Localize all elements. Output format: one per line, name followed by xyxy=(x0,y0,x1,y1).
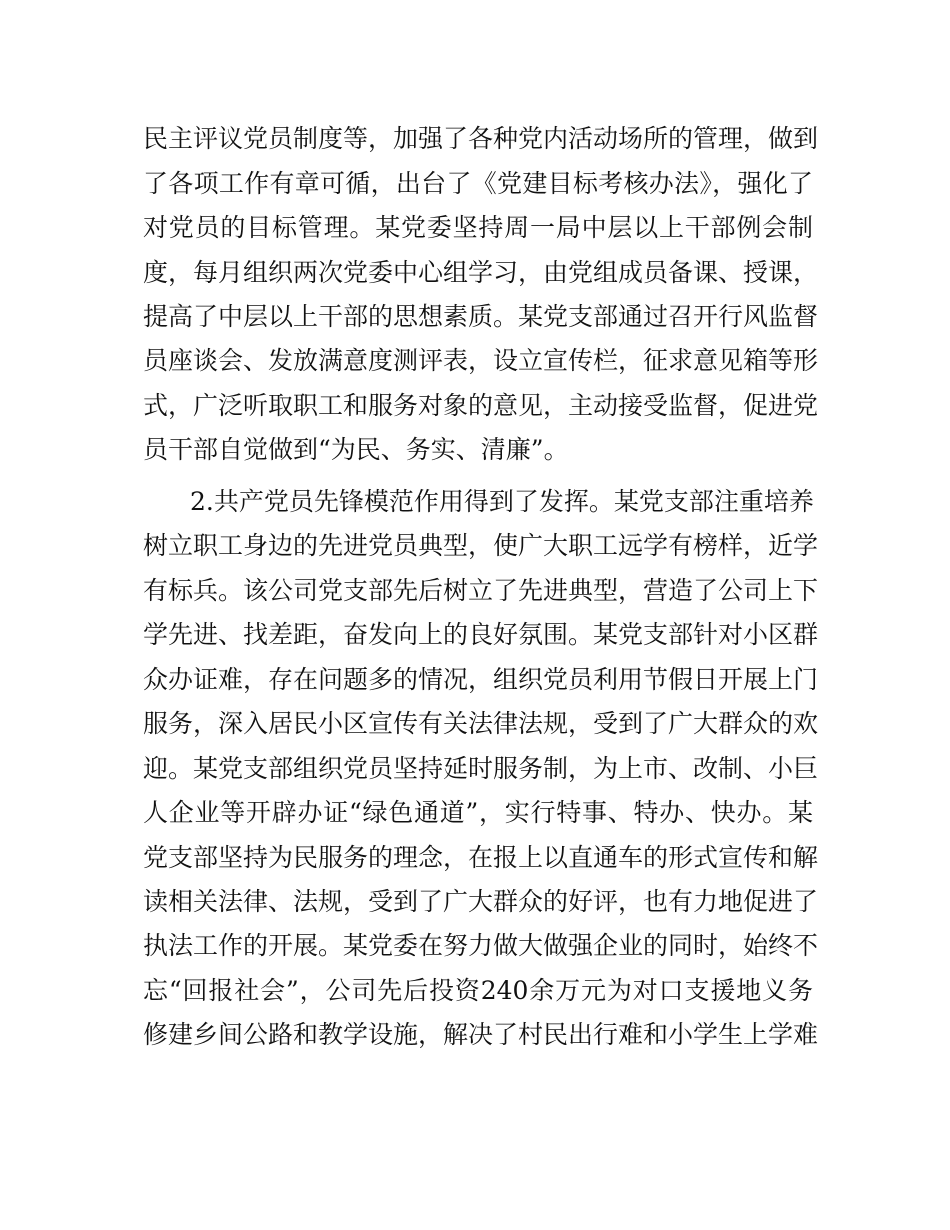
paragraph-2-line-9: 党支部坚持为民服务的理念，在报上以直通车的形式宣传和解 xyxy=(143,843,819,872)
paragraph-1-line-4: 度，每月组织两次党委中心组学习，由党组成员备课、授课， xyxy=(143,258,819,287)
paragraph-2-line-3: 有标兵。该公司党支部先后树立了先进典型，营造了公司上下 xyxy=(143,576,819,605)
paragraph-2-line-5: 众办证难，存在问题多的情况，组织党员利用节假日开展上门 xyxy=(143,665,819,694)
paragraph-2-line-2: 树立职工身边的先进党员典型，使广大职工远学有榜样，近学 xyxy=(143,531,819,560)
paragraph-2-line-7: 迎。某党支部组织党员坚持延时服务制，为上市、改制、小巨 xyxy=(143,754,819,783)
paragraph-2-line-13: 修建乡间公路和教学设施，解决了村民出行难和小学生上学难 xyxy=(143,1020,819,1049)
paragraph-2-line-1: 2.共产党员先锋模范作用得到了发挥。某党支部注重培养 xyxy=(190,487,814,516)
paragraph-2-line-4: 学先进、找差距，奋发向上的良好氛围。某党支部针对小区群 xyxy=(143,620,819,649)
paragraph-1-line-1: 民主评议党员制度等，加强了各种党内活动场所的管理，做到 xyxy=(143,124,819,153)
paragraph-1-line-5: 提高了中层以上干部的思想素质。某党支部通过召开行风监督 xyxy=(143,302,819,331)
paragraph-1-line-2: 了各项工作有章可循，出台了《党建目标考核办法》，强化了 xyxy=(143,169,813,198)
paragraph-1-line-7: 式，广泛听取职工和服务对象的意见，主动接受监督，促进党 xyxy=(143,391,819,420)
paragraph-2-line-6: 服务，深入居民小区宣传有关法律法规，受到了广大群众的欢 xyxy=(143,709,819,738)
paragraph-1-line-8: 员干部自觉做到“为民、务实、清廉”。 xyxy=(143,435,569,464)
paragraph-2-line-10: 读相关法律、法规，受到了广大群众的好评，也有力地促进了 xyxy=(143,887,819,916)
paragraph-2-line-12: 忘“回报社会”，公司先后投资240余万元为对口支援地义务 xyxy=(143,976,813,1005)
paragraph-1-line-6: 员座谈会、发放满意度测评表，设立宣传栏，征求意见箱等形 xyxy=(143,346,819,375)
paragraph-2-line-11: 执法工作的开展。某党委在努力做大做强企业的同时，始终不 xyxy=(143,931,819,960)
paragraph-1-line-3: 对党员的目标管理。某党委坚持周一局中层以上干部例会制 xyxy=(143,213,813,242)
paragraph-2-line-8: 人企业等开辟办证“绿色通道”，实行特事、特办、快办。某 xyxy=(143,798,813,827)
